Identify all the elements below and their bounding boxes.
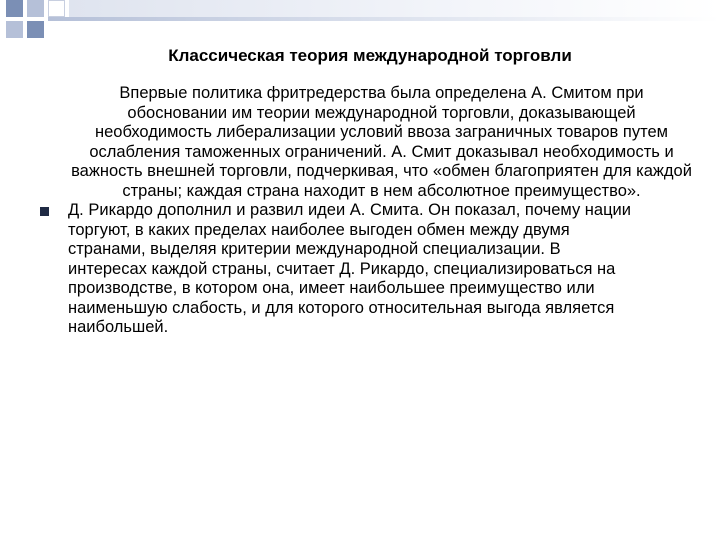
decor-square [27, 21, 44, 38]
decor-square [48, 0, 65, 17]
decor-square [6, 0, 23, 17]
decor-square [27, 0, 44, 17]
paragraph-smith: Впервые политика фритредерства была определена А. Смитом при обосновании им теории международной торговли, доказывающей необходимость либерализации условий ввоза заграничных товаров путем ослабления таможенных ограничений. А. Смит доказывал необходимость и важность внешней торговли, подчеркивая, что «обмен благоприятен для каждой страны; каждая страна находит в нем абсолютное преимущество». [71, 84, 692, 200]
slide-body [40, 84, 695, 338]
bullet-item [40, 201, 695, 338]
decor-square [6, 21, 23, 38]
paragraph-ricardo: Д. Рикардо дополнил и развил идеи А. Смита. Он показал, почему нации торгуют, в каких пределах наиболее выгоден обмен между двумя странами, выделяя критерии международной специализации. В интересах каждой страны, считает Д. Рикардо, специализироваться на производстве, в котором она, имеет наибольшее преимущество или наименьшую слабость, и для которого относительная выгода является наибольшей. [68, 201, 631, 336]
slide-decoration [0, 0, 720, 48]
decor-top-bar [69, 0, 720, 17]
slide-title: Классическая теория международной торговли [168, 46, 572, 65]
decor-stripe [48, 17, 720, 21]
square-bullet-icon [40, 207, 49, 216]
